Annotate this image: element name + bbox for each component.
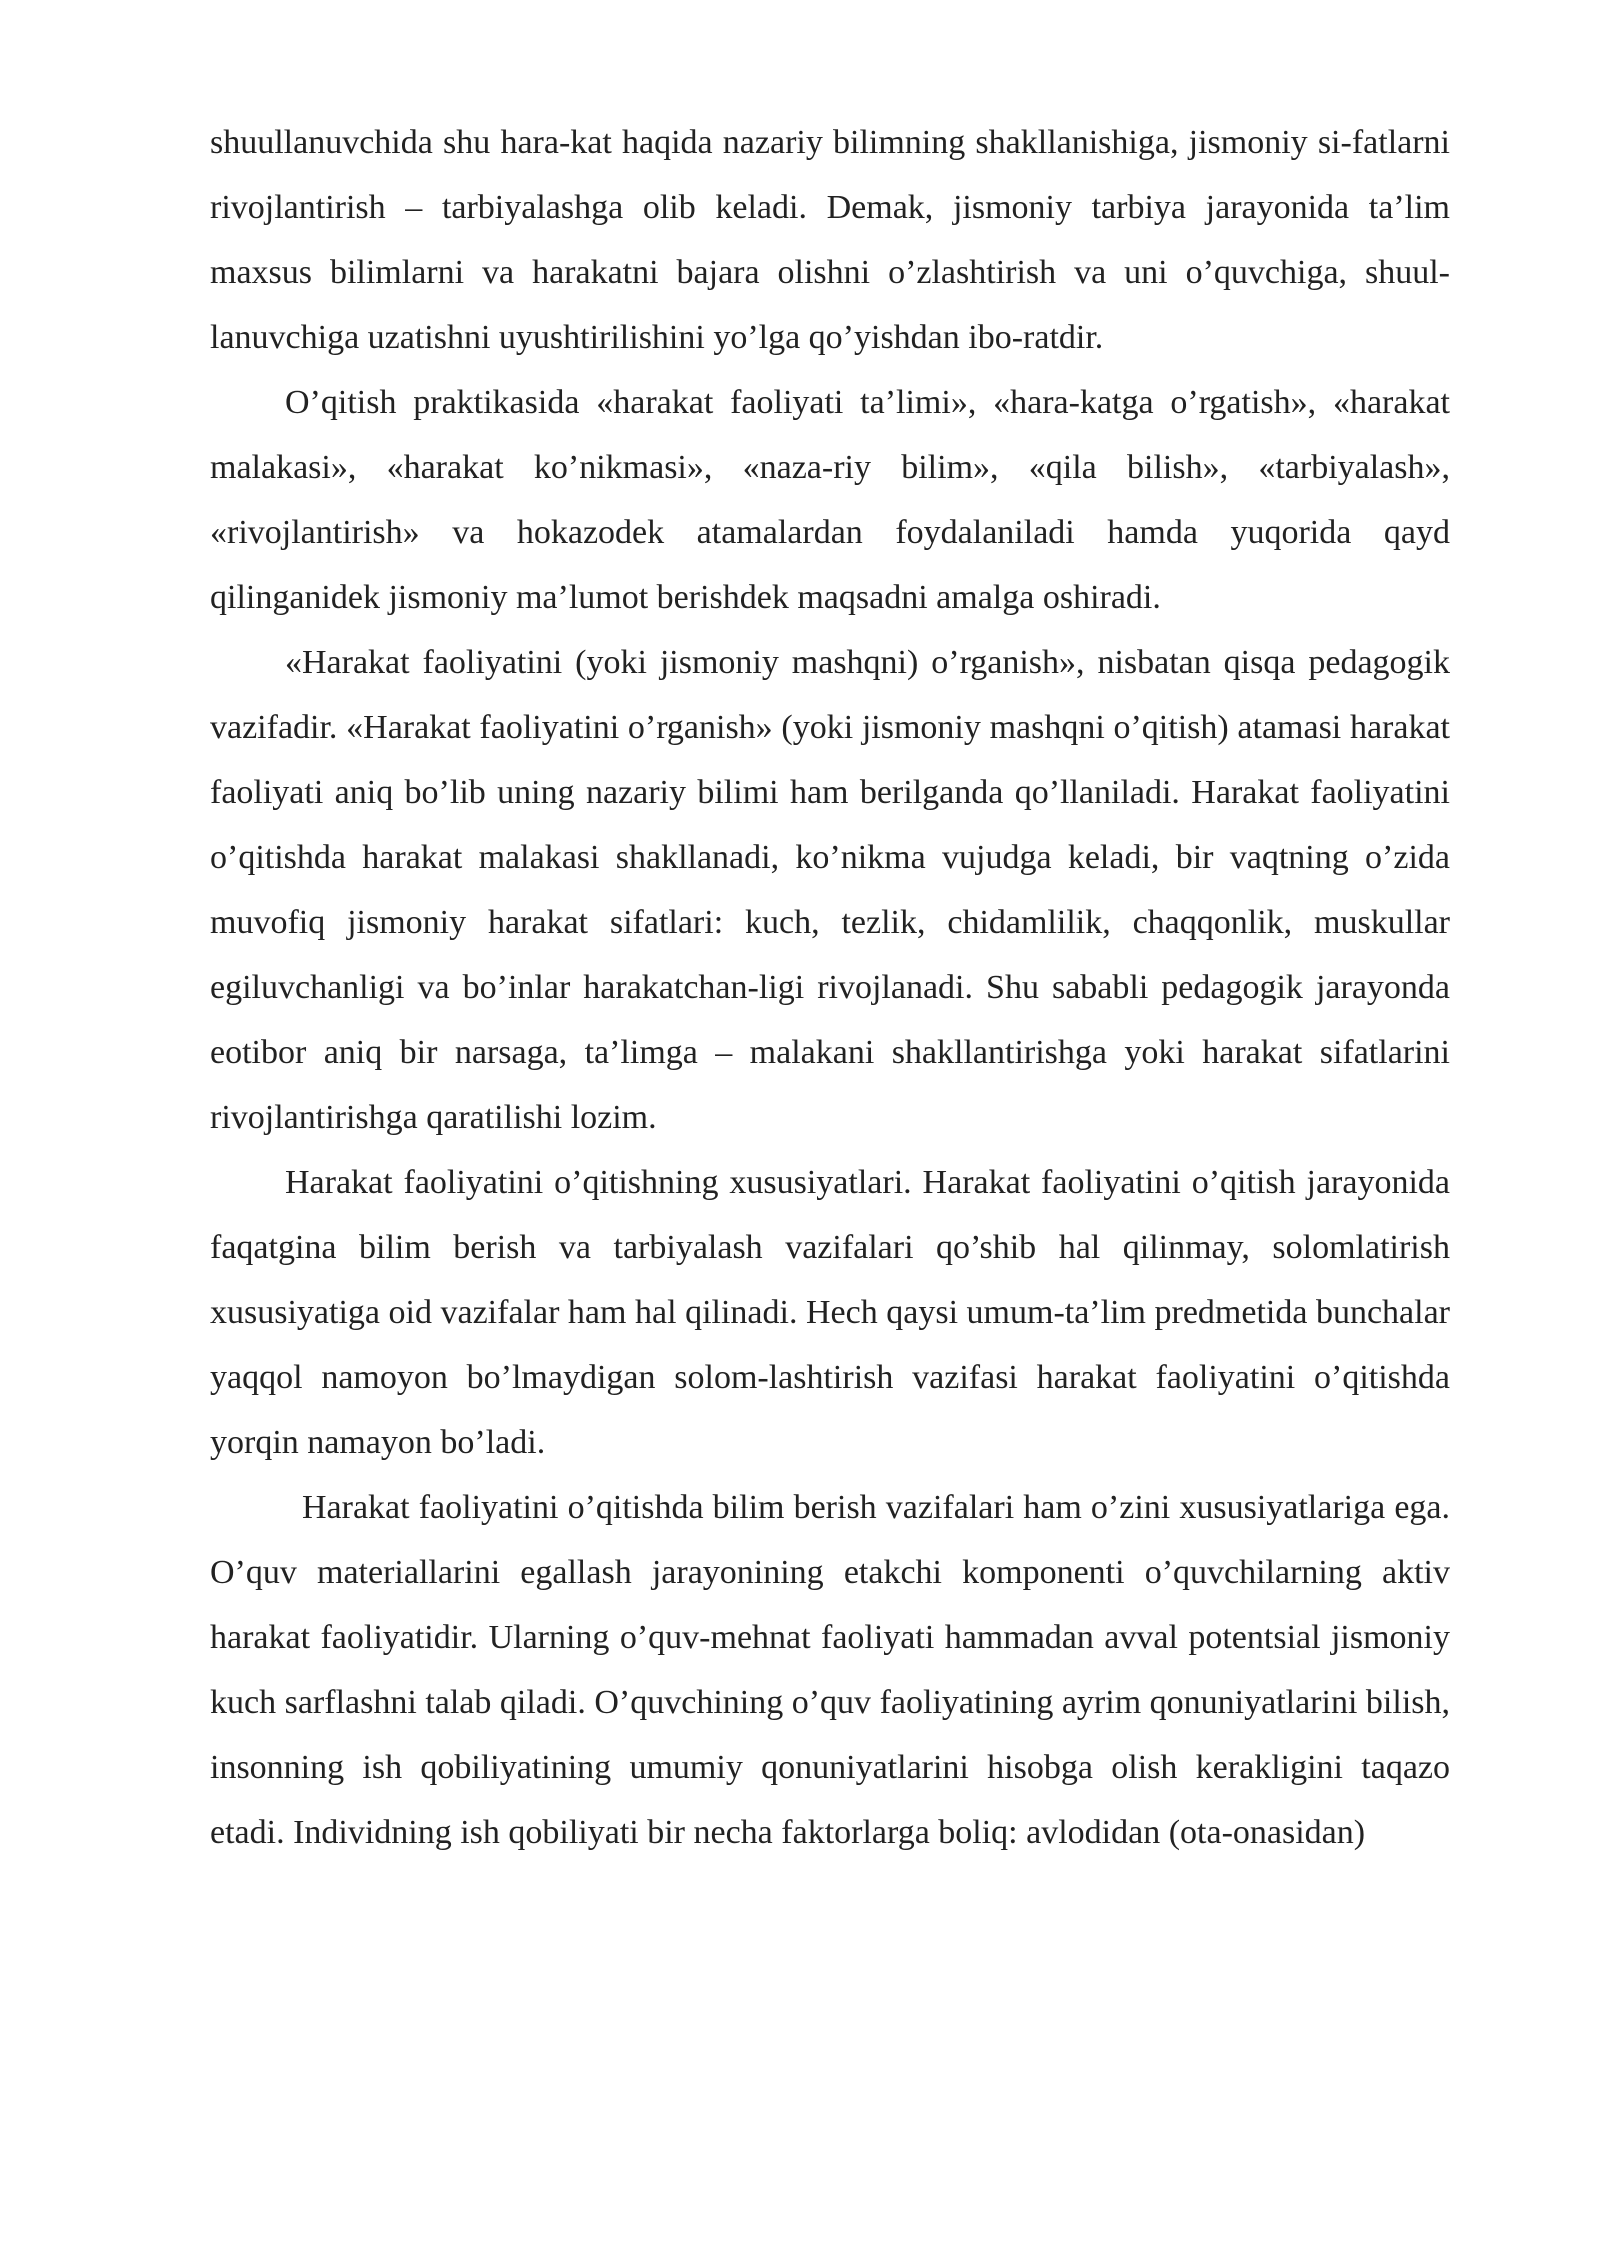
paragraph-2: O’qitish praktikasida «harakat faoliyati ta’limi», «hara-katga o’rgatish», «harakat malakasi», «harakat ko’nikmasi», «naza-riy bilim», «qila bilish», «tarbiyalash», «rivojlantirish» va hokazodek atamalardan foydalaniladi hamda yuqorida qayd qilinganidek jismoniy ma’lumot berishdek maqsadni amalga oshiradi. — [210, 384, 1450, 616]
document-body — [210, 110, 1450, 1865]
paragraph-1: shuullanuvchida shu hara-kat haqida nazariy bilimning shakllanishiga, jismoniy si-fatlarni rivojlantirish – tarbiyalashga olib keladi. Demak, jismoniy tarbiya jarayonida ta’lim maxsus bilimlarni va harakatni bajara olishni o’zlashtirish va uni o’quvchiga, shuul-lanuvchiga uzatishni uyushtirilishini yo’lga qo’yishdan ibo-ratdir. — [210, 124, 1450, 356]
paragraph-5: Harakat faoliyatini o’qitishda bilim berish vazifalari ham o’zini xususiyatlariga ega. O’quv materiallarini egallash jarayonining etakchi komponenti o’quvchilarning aktiv harakat faoliyatidir. Ularning o’quv-mehnat faoliyati hammadan avval potentsial jismoniy kuch sarflashni talab qiladi. O’quvchining o’quv faoliyatining ayrim qonuniyatlarini bilish, insonning ish qobiliyatining umumiy qonuniyatlarini hisobga olish kerakligini taqazo etadi. Individning ish qobiliyati bir necha faktorlarga boliq: avlodidan (ota-onasidan) — [210, 1489, 1450, 1851]
paragraph-4: Harakat faoliyatini o’qitishning xususiyatlari. Harakat faoliyatini o’qitish jarayonida faqatgina bilim berish va tarbiyalash vazifalari qo’shib hal qilinmay, solomlatirish xususiyatiga oid vazifalar ham hal qilinadi. Hech qaysi umum-ta’lim predmetida bunchalar yaqqol namoyon bo’lmaydigan solom-lashtirish vazifasi harakat faoliyatini o’qitishda yorqin namayon bo’ladi. — [210, 1164, 1450, 1461]
paragraph-3: «Harakat faoliyatini (yoki jismoniy mashqni) o’rganish», nisbatan qisqa pedagogik vazifadir. «Harakat faoliyatini o’rganish» (yoki jismoniy mashqni o’qitish) atamasi harakat faoliyati aniq bo’lib uning nazariy bilimi ham berilganda qo’llaniladi. Harakat faoliyatini o’qitishda harakat malakasi shakllanadi, ko’nikma vujudga keladi, bir vaqtning o’zida muvofiq jismoniy harakat sifatlari: kuch, tezlik, chidamlilik, chaqqonlik, muskullar egiluvchanligi va bo’inlar harakatchan-ligi rivojlanadi. Shu sababli pedagogik jarayonda eotibor aniq bir narsaga, ta’limga – malakani shakllantirishga yoki harakat sifatlarini rivojlantirishga qaratilishi lozim. — [210, 644, 1450, 1136]
